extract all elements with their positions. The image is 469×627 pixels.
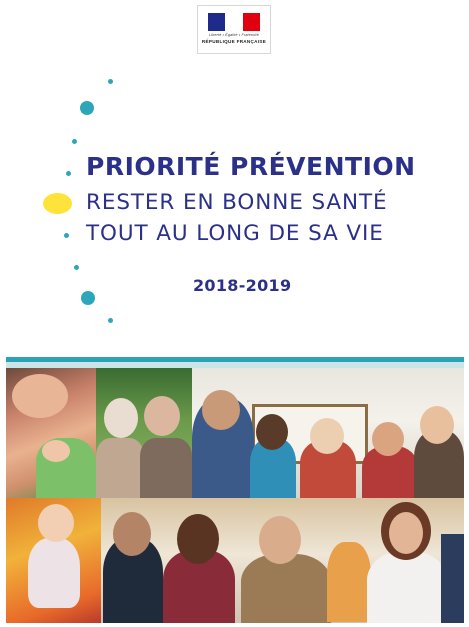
cover-subtitle-line1: RESTER EN BONNE SANTÉ xyxy=(86,190,388,215)
decor-dot xyxy=(81,291,95,305)
decor-dot xyxy=(108,318,113,323)
photo-adults-group xyxy=(101,498,464,623)
decor-dot xyxy=(72,139,77,144)
logo-republic-name: RÉPUBLIQUE FRANÇAISE xyxy=(201,39,267,44)
cover-years: 2018-2019 xyxy=(193,276,292,295)
decor-dot xyxy=(108,79,113,84)
photo-toddler xyxy=(6,498,101,623)
decor-yellow-dot xyxy=(43,193,72,214)
logo-motto: Liberté • Égalité • Fraternité xyxy=(209,33,259,37)
cover-title: PRIORITÉ PRÉVENTION xyxy=(86,152,416,181)
photo-students xyxy=(192,368,464,498)
photo-mosaic xyxy=(6,368,464,623)
republique-francaise-logo xyxy=(197,5,271,54)
photo-baby xyxy=(6,368,96,498)
photo-elderly-couple xyxy=(96,368,192,498)
decor-dot xyxy=(80,101,94,115)
french-flag-icon xyxy=(208,13,260,31)
cover-subtitle-line2: TOUT AU LONG DE SA VIE xyxy=(86,221,384,246)
decor-dot xyxy=(64,233,69,238)
decor-dot xyxy=(66,171,71,176)
decor-dot xyxy=(74,265,79,270)
